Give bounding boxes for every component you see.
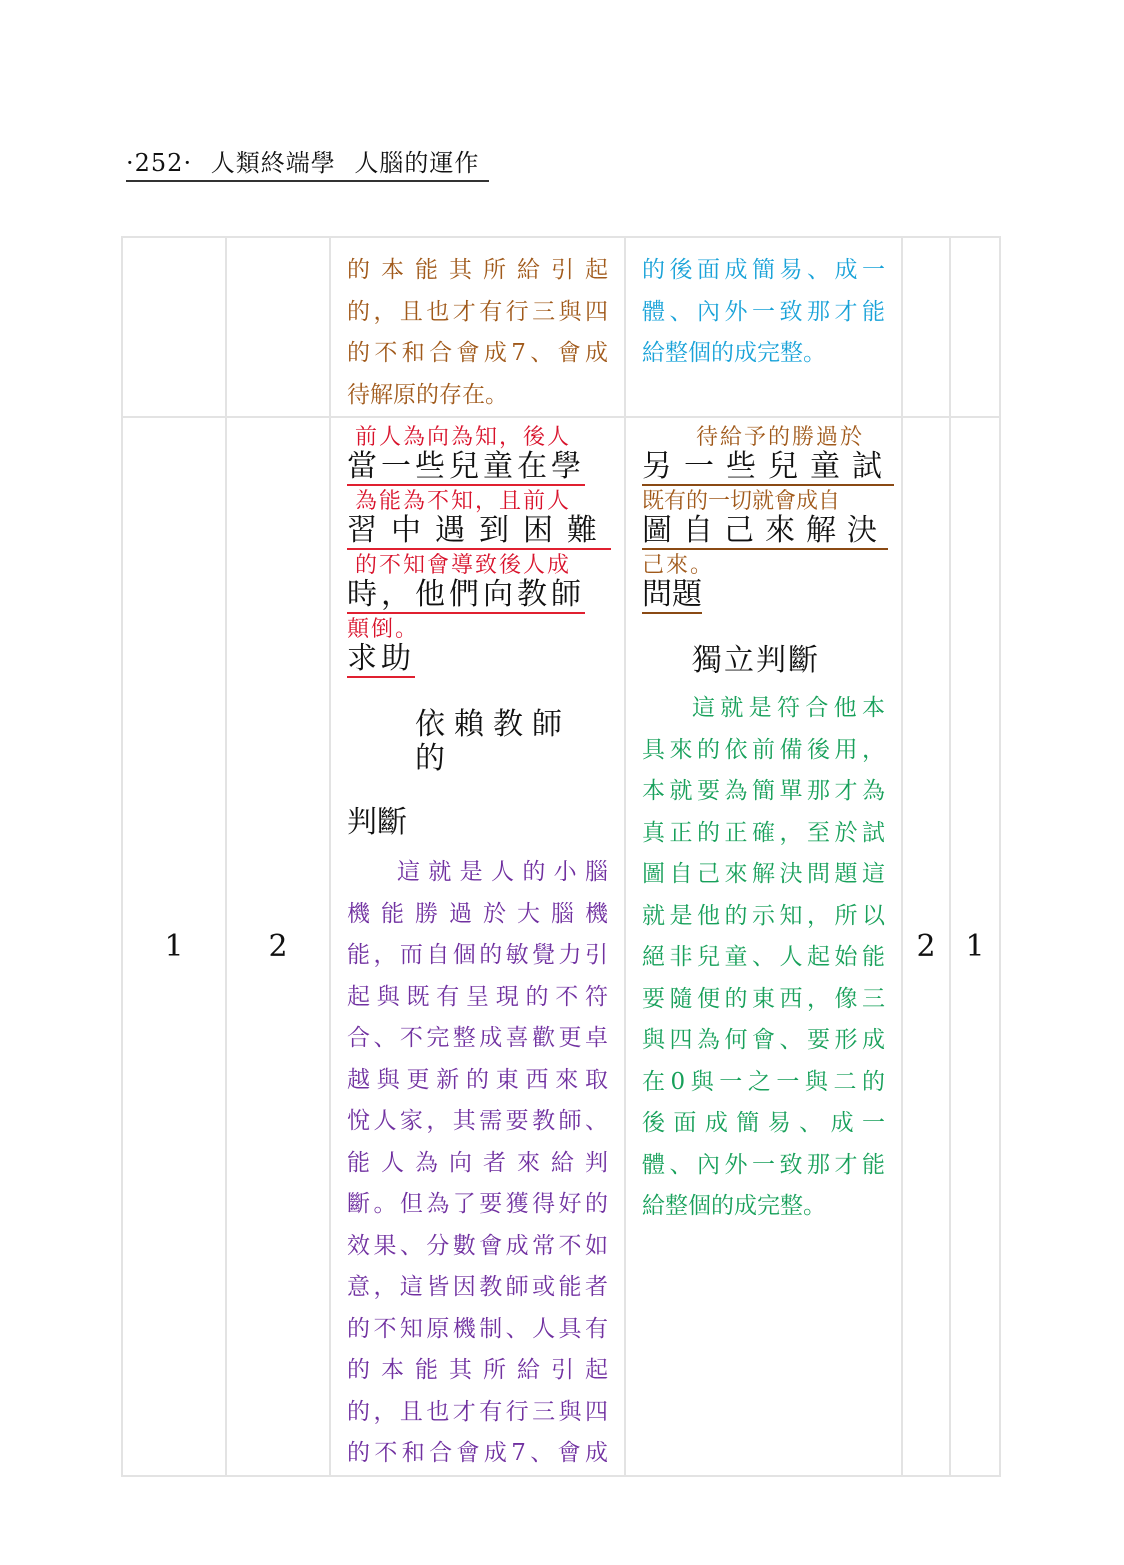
para-line: 就是他的示知，所以 bbox=[642, 902, 885, 929]
para-line: 本就要為簡單那才為 bbox=[642, 778, 885, 804]
main-text: 圖自己來解決 bbox=[642, 513, 888, 548]
main-text: 問題 bbox=[642, 577, 702, 612]
para-line: 體、內外一致那才能 bbox=[642, 298, 885, 325]
main-text: 另一些兒童試 bbox=[642, 449, 894, 484]
para-line: 在0與一之一與二的 bbox=[642, 1068, 885, 1095]
para-line: 這就是人的小腦 bbox=[397, 859, 608, 885]
level-number: 1 bbox=[122, 417, 226, 1476]
cell-independent bbox=[625, 417, 902, 1476]
annotated-line bbox=[331, 618, 624, 678]
para-line: 效果、分數會成常不如 bbox=[347, 1232, 608, 1259]
para-line: 給整個的成完整。 bbox=[642, 1193, 826, 1219]
para-line: 真正的正確，至於試 bbox=[642, 819, 885, 846]
para-line: 能人為向者來給判 bbox=[347, 1149, 608, 1176]
annotation: 前人為向為知，後人 bbox=[355, 425, 572, 450]
para-line: 的，且也才有行三與四 bbox=[347, 1398, 608, 1425]
main-text: 習中遇到困難 bbox=[347, 513, 611, 548]
para-line: 機能勝過於大腦機 bbox=[347, 900, 608, 927]
para-line: 這就是符合他本 bbox=[692, 695, 885, 721]
annotated-line bbox=[331, 426, 624, 486]
page-number: ·252· bbox=[126, 149, 193, 177]
level-number: 2 bbox=[226, 417, 330, 1476]
para-line: 意，這皆因教師或能者 bbox=[347, 1274, 608, 1300]
annotation: 顛倒。 bbox=[347, 617, 420, 642]
table-row bbox=[122, 237, 1000, 417]
annotated-line bbox=[626, 554, 901, 614]
para-line: 的本能其所給引起 bbox=[347, 1357, 608, 1383]
table-row bbox=[122, 417, 1000, 1476]
page-header bbox=[126, 143, 489, 182]
para-line: 待解原的存在。 bbox=[347, 381, 508, 408]
annotation: 為能為不知，且前人 bbox=[355, 489, 572, 514]
cell-empty bbox=[902, 237, 950, 417]
para-line: 的本能其所給引起 bbox=[347, 257, 608, 283]
para-line: 的不知原機制、人具有 bbox=[347, 1315, 608, 1342]
para-line: 絕非兒童、人起始能 bbox=[642, 944, 885, 970]
main-text: 當一些兒童在學 bbox=[347, 449, 585, 484]
para-line: 悅人家，其需要教師、 bbox=[347, 1108, 608, 1134]
para-line: 斷。但為了要獲得好的 bbox=[347, 1191, 608, 1217]
para-line: 的不和合會成7、會成 bbox=[347, 1440, 608, 1466]
annotation: 既有的一切就會成自 bbox=[642, 489, 841, 514]
annotated-line bbox=[331, 554, 624, 614]
section-heading: 判斷 bbox=[347, 805, 407, 840]
cell-empty bbox=[226, 237, 330, 417]
para-line: 體、內外一致那才能 bbox=[642, 1151, 885, 1178]
cell-empty bbox=[950, 237, 1000, 417]
para-line: 越與更新的東西來取 bbox=[347, 1066, 608, 1093]
para-line: 具來的依前備後用， bbox=[642, 736, 885, 763]
para-line: 合、不完整成喜歡更卓 bbox=[347, 1025, 608, 1051]
cell-dependent bbox=[330, 417, 625, 1476]
main-text: 時，他們向教師 bbox=[347, 577, 585, 612]
annotation: 待給予的勝過於 bbox=[696, 425, 865, 450]
main-text: 求助 bbox=[347, 641, 415, 676]
comparison-table bbox=[121, 236, 1001, 1477]
annotated-line bbox=[626, 490, 901, 550]
annotated-line bbox=[626, 426, 901, 486]
para-line: 能，而自個的敏覺力引 bbox=[347, 942, 608, 968]
annotation: 的不知會導致後人成 bbox=[355, 553, 572, 578]
section-heading: 獨立判斷 bbox=[692, 643, 820, 678]
book-title: 人類終端學 bbox=[210, 149, 336, 177]
para-line: 的，且也才有行三與四 bbox=[347, 298, 608, 325]
para-line: 的後面成簡易、成一 bbox=[642, 257, 885, 283]
chapter-title: 人腦的運作 bbox=[354, 149, 480, 177]
annotated-line bbox=[331, 490, 624, 550]
cell-right-continuation bbox=[625, 237, 902, 417]
para-line: 給整個的成完整。 bbox=[642, 340, 826, 366]
cell-empty bbox=[122, 237, 226, 417]
para-line: 圖自己來解決問題這 bbox=[642, 861, 885, 887]
para-line: 要隨便的東西，像三 bbox=[642, 985, 885, 1012]
para-line: 與四為何會、要形成 bbox=[642, 1027, 885, 1053]
level-number: 1 bbox=[950, 417, 1000, 1476]
para-line: 的不和合會成7、會成 bbox=[347, 340, 608, 366]
section-heading: 依賴教師的 bbox=[415, 707, 571, 776]
cell-left-continuation bbox=[330, 237, 625, 417]
level-number: 2 bbox=[902, 417, 950, 1476]
annotation: 己來。 bbox=[642, 553, 715, 578]
para-line: 起與既有呈現的不符 bbox=[347, 983, 608, 1010]
para-line: 後面成簡易、成一 bbox=[642, 1110, 885, 1136]
